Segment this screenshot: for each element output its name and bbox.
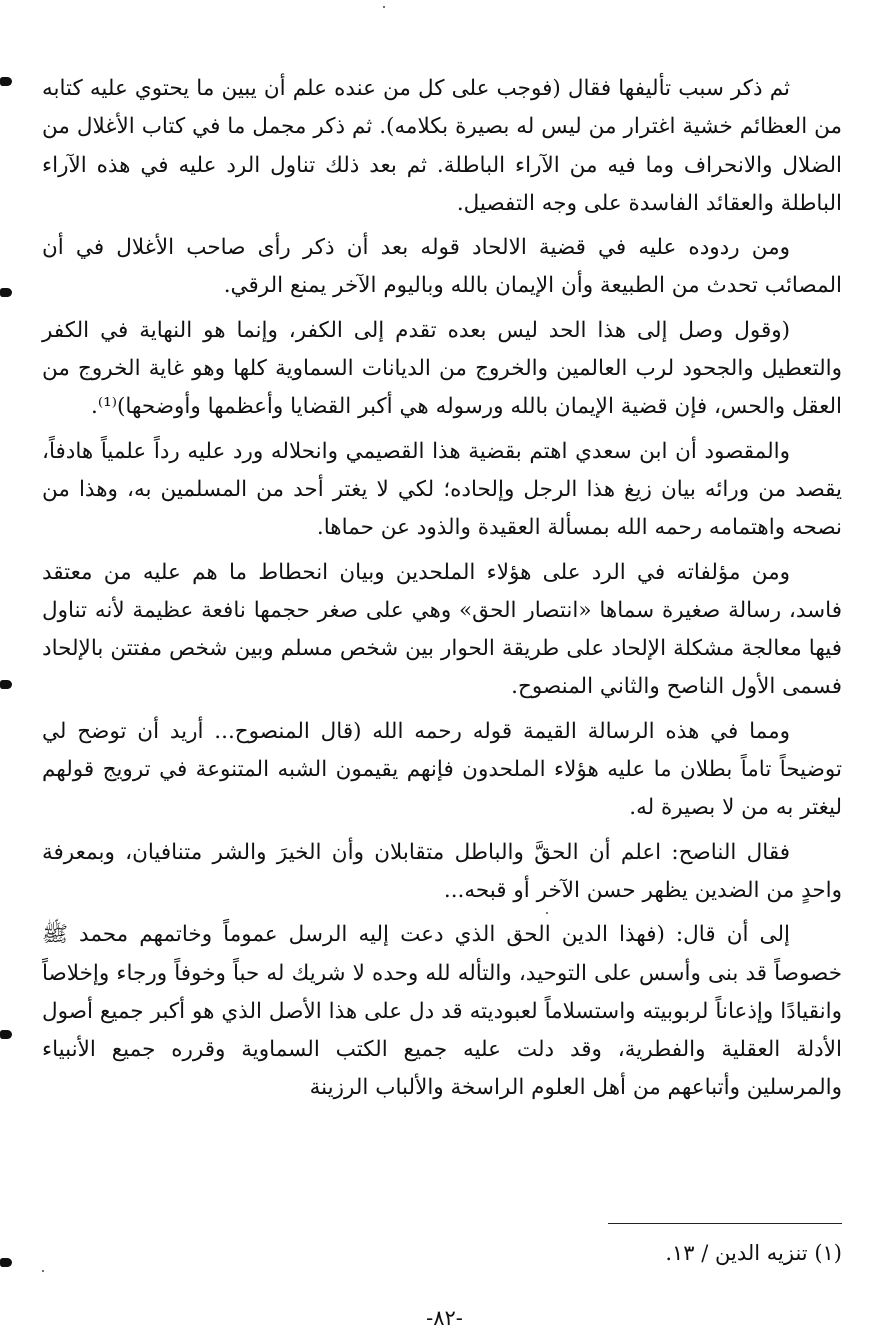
paragraph: إلى أن قال: (فهذا الدين الحق الذي دعت إليه الرسل عموماً وخاتمهم محمد ﷺ خصوصاً قد بنى وأسس على التوحيد، والتأله لله وحده لا شريك له حباً وخوفاً ورجاء وإخلاصاً وانقيادًا وإذعاناً لربوبيته واستسلاماً لعبوديته قد دل على هذا الأصل الذي هو أكبر جميع أصول الأدلة العقلية والفطرية، وقد دلت عليه جميع الكتب السماوية وقرره جميع الأنبياء والمرسلين وأتباعهم من أهل العلوم الراسخة والألباب الرزينة: [42, 922, 842, 1101]
paragraph: والمقصود أن ابن سعدي اهتم بقضية هذا القصيمي وانحلاله ورد عليه رداً علمياً هادفاً، يقصد من ورائه بيان زيغ هذا الرجل وإلحاده؛ لكي لا يغتر أحد من المسلمين به، وهذا من نصحه واهتمامه رحمه الله بمسألة العقيدة والذود عن حماها.: [42, 438, 842, 541]
paragraph: ثم ذكر سبب تأليفها فقال (فوجب على كل من عنده علم أن يبين ما يحتوي عليه كتابه من العظائم خشية اغترار من ليس له بصيرة بكلامه). ثم ذكر مجمل ما في كتاب الأغلال من الضلال والانحراف وما فيه من الآراء الباطلة. ثم بعد ذلك تناول الرد عليه في هذه الآراء الباطلة والعقائد الفاسدة على وجه التفصيل.: [42, 76, 842, 216]
paragraph: ومن مؤلفاته في الرد على هؤلاء الملحدين وبيان انحطاط ما هم عليه من معتقد فاسد، رسالة صغيرة سماها «انتصار الحق» وهي على صغر حجمها نافعة عظيمة لأنه تناول فيها معالجة مشكلة الإلحاد على طريقة الحوار بين شخص مسلم وبين شخص مفتتن بالإلحاد فسمى الأول الناصح والثاني المنصوح.: [42, 559, 842, 700]
binding-mark-2: [0, 288, 12, 297]
paper-speck: [42, 1270, 44, 1272]
paragraph: (وقول وصل إلى هذا الحد ليس بعده تقدم إلى الكفر، وإنما هو النهاية في الكفر والتعطيل والجحود لرب العالمين والخروج من الديانات السماوية كلها وهو غاية الخروج من العقل والحس، فإن قضية الإيمان بالله ورسوله هي أكبر القضايا وأعظمها وأوضحها)⁽¹⁾.: [42, 317, 842, 420]
footnote: (١) تنزيه الدين / ١٣.: [665, 1241, 842, 1265]
binding-mark-1: [0, 77, 12, 86]
paragraph: ومن ردوده عليه في قضية الالحاد قوله بعد أن ذكر رأى صاحب الأغلال في أن المصائب تحدث من الطبيعة وأن الإيمان بالله وباليوم الآخر يمنع الرقي.: [42, 235, 842, 299]
body-text: [42, 70, 842, 1108]
binding-mark-5: [0, 1258, 12, 1267]
binding-mark-4: [0, 1030, 12, 1039]
page-number: -٨٢-: [426, 1306, 463, 1330]
paper-speck: [383, 6, 385, 8]
binding-mark-3: [0, 680, 12, 689]
paragraph: ومما في هذه الرسالة القيمة قوله رحمه الله (قال المنصوح... أريد أن توضح لي توضيحاً تاماً بطلان ما عليه هؤلاء الملحدون فإنهم يقيمون الشبه المتنوعة في ترويج قولهم ليغتر به من لا بصيرة له.: [42, 718, 842, 821]
footnote-separator: [608, 1223, 842, 1224]
paragraph: فقال الناصح: اعلم أن الحقَّ والباطل متقابلان وأن الخيرَ والشر متنافيان، وبمعرفة واحدٍ من الضدين يظهر حسن الآخر أو قبحه...: [42, 839, 842, 903]
